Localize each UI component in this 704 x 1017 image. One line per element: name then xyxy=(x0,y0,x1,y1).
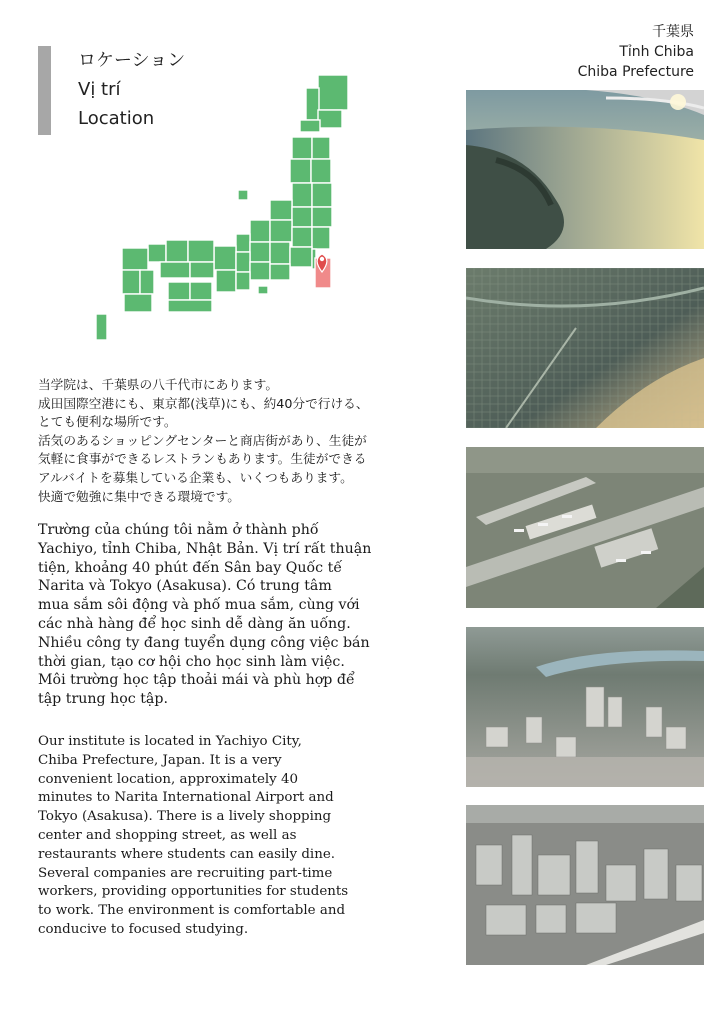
region-english: Chiba Prefecture xyxy=(577,64,694,80)
map-region xyxy=(140,270,154,294)
map-region xyxy=(270,264,290,280)
map-region xyxy=(168,282,190,300)
map-region xyxy=(160,262,190,278)
description-english: Our institute is located in Yachiyo City, Chiba Prefecture, Japan. It is a very convenient location, approximately 40 minutes to Narita International Airport and Tokyo (Asakusa). There is a lively shopping center and shopping street, as well as restaurants where students can easily dine. Several companies are recruiting part-time workers, providing opportunities for students to work. The environment is comfortable and conducive to focused studying. xyxy=(38,734,349,937)
description-vietnamese: Trường của chúng tôi nằm ở thành phố Yachiyo, tỉnh Chiba, Nhật Bản. Vị trí rất thuận tiện, khoảng 40 phút đến Sân bay Quốc tế Narita và Tokyo (Asakusa). Có trung tâm mua sắm sôi động và phố mua sắm, cùng với các nhà hàng để học sinh dễ dàng ăn uống. Nhiều công ty đang tuyển dụng công việc bán thời gian, tạo cơ hội cho học sinh làm việc. Môi trường học tập thoải mái và phù hợp để tập trung học tập. xyxy=(38,522,372,708)
narita-airport-aerial-photo xyxy=(466,447,704,608)
map-region xyxy=(318,75,348,110)
title-accent-bar xyxy=(38,46,51,135)
map-region xyxy=(216,270,236,292)
map-region xyxy=(292,227,312,247)
map-region xyxy=(290,247,312,267)
map-region xyxy=(318,110,342,128)
map-region xyxy=(188,240,214,262)
map-region xyxy=(312,227,330,249)
map-region xyxy=(270,242,290,264)
map-island xyxy=(96,314,107,340)
map-region xyxy=(168,300,212,312)
map-region xyxy=(148,244,166,262)
map-region xyxy=(306,88,319,120)
title-vietnamese: Vị trí xyxy=(78,79,121,100)
map-region xyxy=(124,294,152,312)
map-region xyxy=(214,246,236,270)
map-region xyxy=(311,159,331,183)
city-river-aerial-photo xyxy=(466,627,704,787)
map-region xyxy=(300,120,320,132)
description-japanese: 当学院は、千葉県の八千代市にあります。 成田国際空港にも、東京都(浅草)にも、約40分で行ける、 とても便利な場所です。 活気のあるショッピングセンターと商店街があり、生徒が 気軽に食事ができるレストランもあります。生徒ができる アルバイトを募集している企業も、いくつもあります。 快適で勉強に集中できる環境です。 xyxy=(38,377,369,504)
map-region xyxy=(292,207,312,227)
aerial-city-bay-photo xyxy=(466,268,704,428)
map-region xyxy=(270,200,292,220)
map-region xyxy=(250,262,270,280)
map-region xyxy=(290,159,311,183)
region-label xyxy=(578,22,694,82)
japan-map xyxy=(92,55,352,345)
map-island xyxy=(258,286,268,294)
aerial-coastline-from-plane-photo xyxy=(466,90,704,249)
map-region xyxy=(236,234,250,252)
map-region xyxy=(236,272,250,290)
map-region xyxy=(122,270,140,294)
map-region xyxy=(292,183,312,207)
map-region xyxy=(270,220,292,242)
map-region xyxy=(312,137,330,159)
map-region xyxy=(122,248,148,270)
map-region xyxy=(190,282,212,300)
map-island xyxy=(238,190,248,200)
map-region xyxy=(292,137,312,159)
map-region xyxy=(190,262,214,278)
title-english: Location xyxy=(78,108,155,129)
region-vietnamese: Tỉnh Chiba xyxy=(619,44,694,60)
downtown-aerial-photo xyxy=(466,805,704,965)
map-region xyxy=(236,252,250,272)
title-japanese: ロケーション xyxy=(78,50,186,71)
map-region xyxy=(250,220,270,242)
map-region xyxy=(312,207,332,227)
map-region xyxy=(250,242,270,262)
map-region xyxy=(312,183,332,207)
region-japanese: 千葉県 xyxy=(652,24,694,40)
map-region xyxy=(166,240,188,262)
